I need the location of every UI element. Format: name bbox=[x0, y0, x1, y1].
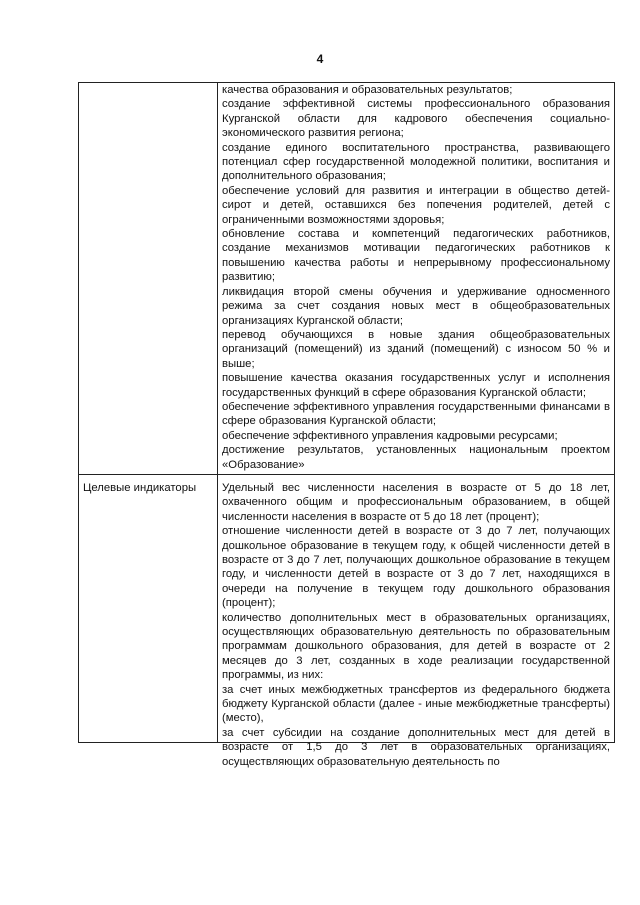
text-paragraph: за счет иных межбюджетных трансфертов из федерального бюджета бюджету Курганской области (далее - иные межбюджетные трансферты) (место), bbox=[222, 683, 610, 725]
text-paragraph: достижение результатов, установленных национальным проектом «Образование» bbox=[222, 444, 610, 471]
text-paragraph: обеспечение условий для развития и интеграции в общество детей-сирот и детей, оставшихся без попечения родителей, детей с ограниченными возможностями здоровья; bbox=[222, 184, 610, 226]
text-paragraph: обеспечение эффективного управления кадровыми ресурсами; bbox=[222, 429, 558, 442]
text-paragraph: перевод обучающихся в новые здания общеобразовательных организаций (помещений) из зданий (помещений) с износом 50 % и выше; bbox=[222, 328, 610, 370]
text-paragraph: за счет субсидии на создание дополнительных мест для детей в возрасте от 1,5 до 3 лет в образовательных организациях, осуществляющих образовательную деятельность по bbox=[222, 726, 610, 768]
row-content bbox=[218, 83, 615, 475]
text-paragraph: повышение качества оказания государственных услуг и исполнения государственных функций в сфере образования Курганской области; bbox=[222, 372, 610, 399]
text-paragraph: Удельный вес численности населения в возрасте от 5 до 18 лет, охваченного общим и профессиональным образованием, в общей численности населения в возрасте от 5 до 18 лет (процент); bbox=[222, 481, 610, 523]
table-row bbox=[79, 83, 615, 475]
text-paragraph: обеспечение эффективного управления государственными финансами в сфере образования Курганской области; bbox=[222, 400, 610, 428]
text-paragraph: обновление состава и компетенций педагогических работников, создание механизмов мотивации педагогических работников к повышению качества работы и непрерывному профессиональному развитию; bbox=[222, 228, 610, 284]
table-row bbox=[79, 474, 615, 742]
text-paragraph: ликвидация второй смены обучения и удерживание односменного режима за счет создания новых мест в общеобразовательных организациях Курганской области; bbox=[222, 285, 610, 327]
text-paragraph: качества образования и образовательных результатов; bbox=[222, 84, 513, 96]
row-label: Целевые индикаторы bbox=[79, 474, 218, 742]
text-paragraph: количество дополнительных мест в образовательных организациях, осуществляющих образовательную деятельность по образовательным программам дошкольного образования, для детей в возрасте от 2 месяцев до 3 лет, созданных в ходе реализации государственной программы, из них: bbox=[222, 611, 610, 682]
text-paragraph: отношение численности детей в возрасте от 3 до 7 лет, получающих дошкольное образование в текущем году, к общей численности детей в возрасте от 3 до 7 лет, получающих дошкольное образование в текущем году, и численности детей в возрасте от 3 до 7 лет, находящихся в очереди на получение в текущем году дошкольного образования (процент); bbox=[222, 525, 610, 610]
row-label bbox=[79, 83, 218, 475]
text-paragraph: создание эффективной системы профессионального образования Курганской области для кадрового обеспечения социально-экономического развития региона; bbox=[222, 98, 610, 140]
program-passport-table bbox=[78, 82, 615, 768]
text-paragraph: создание единого воспитательного пространства, развивающего потенциал сфер государственной молодежной политики, воспитания и дополнительного образования; bbox=[222, 141, 610, 183]
row-content bbox=[218, 474, 615, 768]
page-number: 4 bbox=[316, 52, 324, 66]
